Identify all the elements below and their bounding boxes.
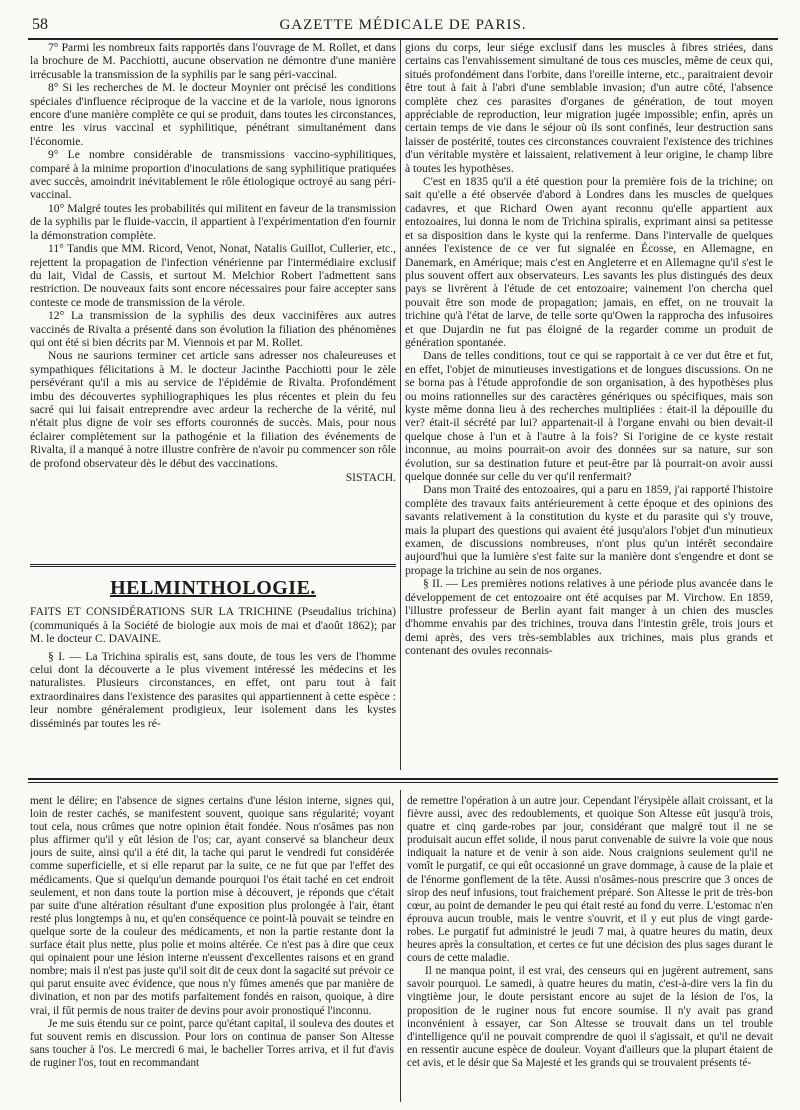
paragraph: 7° Parmi les nombreux faits rapportés dans l'ouvrage de M. Rollet, et dans la brochure de M. Pacchiotti, aucune observation ne démontre d'une manière irrécusable la transmission de la syphilis par le sang péri-vaccinal.: [30, 41, 396, 81]
feuilleton-rule-thin: [28, 782, 778, 783]
paragraph: 11° Tandis que MM. Ricord, Venot, Nonat, Natalis Guillot, Cullerier, etc., rejettent la propagation de l'infection vénérienne par l'intermédiaire exclusif du lait, Vidal de Cassis, et surtout M. Melchior Robert l'admettent sans restriction. De nouveaux faits sont encore nécessaires pour faire accepter sans conteste ce mode de transmission de la vérole.: [30, 242, 396, 309]
feuilleton-rule: [28, 778, 778, 780]
column-rule: [400, 40, 401, 770]
paragraph: 12° La transmission de la syphilis des deux vaccinifères aux autres vaccinés de Rivalta a présenté dans son évolution la filiation des phénomènes qui ont été si bien décrits par M. Viennois et par M. Rollet.: [30, 309, 396, 349]
section-title: HELMINTHOLOGIE.: [110, 577, 316, 599]
column-top-right: [405, 41, 773, 769]
paragraph: Dans de telles conditions, tout ce qui se rapportait à ce ver dut être et fut, en effet, l'objet de minutieuses investigations et de longues discussions. On ne se borna pas à l'étude approfondie de son organisation, à des hypothèses plus ou moins rationnelles sur des caractères génériques ou spécifiques, mais son kyste même donna lieu à des recherches multipliées : était-il la dépouille du ver? était-il sécrété par lui? appartenait-il à l'organe envahi ou bien devait-il quelque chose à l'un et à l'autre à la fois? Si l'origine de ce kyste restait inconnue, au moins pourrait-on avoir des données sur sa nature, sur son évolution, sur sa destination future et peut-être par là pourrait-on avoir aussi quelque donnée sur celle du ver qu'il renfermait?: [405, 349, 773, 483]
paragraph: C'est en 1835 qu'il a été question pour la première fois de la trichine; on sait qu'elle a été observée d'abord à Londres dans les muscles de quelques cadavres, et que Richard Owen ayant reconnu qu'elle appartient aux entozoaires, lui donna le nom de Trichina spiralis, exprimant ainsi sa petitesse et sa disposition dans le kyste qui la renferme. Dans l'intervalle de quelques années l'existence de ce ver fut signalée en Écosse, en Allemagne, en Danemark, en Amérique; mais c'est en Angleterre et en Allemagne qu'il s'est le plus souvent offert aux observateurs. Les savants les plus distingués des deux pays se livrèrent à l'étude de cet entozoaire; vainement l'on chercha quel pouvait être son mode de propagation; jamais, en effet, on ne trouvait la trichine qu'à l'état de larve, de telle sorte qu'Owen la rapprocha des infusoires et que Dujardin ne fut pas éloigné de la regarder comme un produit de génération spontanée.: [405, 175, 773, 349]
paragraph: Je me suis étendu sur ce point, parce qu'étant capital, il souleva des doutes et fut souvent remis en discussion. Pour lors on continua de panser Son Altesse sans toucher à l'os. Le mercredi 6 mai, le bachelier Torres arriva, et il fut d'avis de ruginer l'os, tout en recommandant: [30, 1017, 394, 1069]
column-bottom-right: [407, 795, 773, 1100]
column-bottom-left: [30, 795, 394, 1100]
paragraph: ment le délire; en l'absence de signes certains d'une lésion interne, signes qui, loin de rester cachés, se manifestent souvent, quoique sans régularité; voyant tout cela, nous crûmes que notre opinion était fondée. Nous n'osâmes pas non plus affirmer qu'il y eût lésion de l'os; car, ayant conservé sa blancheur deux jours de suite, ainsi qu'il a été dit, la tache qui parut le vendredi fut considérée comme superficielle, et si elle reparut par la suite, ce ne fut que par l'effet des médicaments. Que si quelqu'un demande pourquoi l'os était taché en cet endroit seulement, et non dans toute la portion mise à découvert, je réponds que c'était par suite d'une altération résultant d'une exposition plus prolongée à l'air, étant resté plus longtemps à nu, et qu'en conséquence ce point-là pouvait se teindre en quelque sorte de la couleur des médicaments, et non la partie restante dont la surface était plus nette, plus polie et moins altérée. Ce n'est pas à dire que ceux qui opinaient pour une lésion interne n'eussent d'excellentes raisons et en grand nombre; mais il n'est pas juste qu'il soit dit de ceux dont la sagacité sut prévoir ce qui parut ensuite avec évidence, que nous n'y fûmes amenés que par manière de divination, et non par des motifs parfaitement fondés en raison, quoique, à dire vrai, il fût permis de nous traiter de devins pour avoir pronostiqué l'inconnu.: [30, 795, 394, 1017]
paragraph: Il ne manqua point, il est vrai, des censeurs qui en jugèrent autrement, sans savoir pourquoi. Le samedi, à quatre heures du matin, c'est-à-dire vers la fin du vingtième jour, le doute persistant encore au sujet de la lésion de l'os, la proposition de le ruginer nous fut encore soumise. Il n'y avait pas grand inconvénient à essayer, car Son Altesse se trouvait dans un tel trouble d'intelligence qu'il ne pouvait comprendre de quoi il s'agissait, et qu'il ne devait en ressentir aucune espèce de douleur. Voyant d'ailleurs que la plupart étaient de cet avis, et le désir que Sa Majesté et les grands qui se trouvaient présents té-: [407, 965, 773, 1069]
column-top-left: [30, 41, 396, 561]
header-rule: [28, 38, 778, 40]
paragraph: gions du corps, leur siége exclusif dans les muscles à fibres striées, dans certains cas l'envahissement simultané de tous ces muscles, même de ceux qui, situés profondément dans l'orbite, dans l'oreille interne, etc., paraitraient devoir être tout à fait à l'abri d'une semblable invasion; d'un autre côté, l'absence complète chez ces parasites d'organes de génération, de tout moyen appréciable de reproduction, leur migration jugée impossible; enfin, après un certain temps de vie dans le séjour où ils sont confinés, leur destruction sans laisser de postérité, toutes ces circonstances couvraient l'existence des trichines d'un véritable mystère et laissaient, relativement à leur origine, le champ libre à toutes les hypothèses.: [405, 41, 773, 175]
paragraph: Dans mon Traité des entozoaires, qui a paru en 1859, j'ai rapporté l'histoire complète des travaux faits antérieurement à cette époque et des opinions des savants relativement à la constitution du kyste et du parasite qui s'y trouve, mais la plupart des questions qui avaient été jusqu'alors l'objet d'un minutieux examen, de discussions nombreuses, n'ont plus qu'un intérêt secondaire aujourd'hui que la lumière s'est faite sur la manière dont s'engendre et dont se propage la trichine au sein de nos organes.: [405, 483, 773, 577]
page-header: [28, 16, 778, 36]
paragraph: § II. — Les premières notions relatives à une période plus avancée dans le développement de cet entozoaire ont été acquises par M. Virchow. En 1859, l'illustre professeur de Berlin ayant fait manger à un chien des muscles d'homme envahis par des trichines, trouva dans l'intestin grêle, trois jours et demi après, des vers très-semblables aux trichines, mais plus grands et contenant des ovules reconnais-: [405, 577, 773, 658]
page-number: 58: [32, 16, 48, 33]
paragraph: § I. — La Trichina spiralis est, sans doute, de tous les vers de l'homme celui dont la découverte a le plus vivement intéressé les médecins et les naturalistes. Plusieurs circonstances, en effet, ont paru tout à fait extraordinaires dans l'existence des parasites qui appartiennent à cette espèce : leur nombre généralement prodigieux, leur isolement dans les kystes disséminés par toutes les ré-: [30, 649, 396, 730]
running-title: GAZETTE MÉDICALE DE PARIS.: [279, 17, 527, 33]
paragraph: 10° Malgré toutes les probabilités qui militent en faveur de la transmission de la syphilis par le fluide-vaccin, il appartient à l'expérimentation d'en fournir la démonstration complète.: [30, 201, 396, 242]
helminthologie-section: [30, 570, 396, 770]
article-title: FAITS ET CONSIDÉRATIONS SUR LA TRICHINE (Pseudalius trichina) (communiqués à la Société de biologie aux mois de mai et d'août 1862); par M. le docteur C. DAVAINE.: [30, 605, 396, 646]
paragraph: Nous ne saurions terminer cet article sans adresser nos chaleureuses et sympathiques félicitations à M. le docteur Jacinthe Pacchiotti pour le zèle persévérant qu'il a mis au service de l'épidémie de Rivalta. Profondément imbu des découvertes syphiliographiques les plus récentes et plein du feu sacré qui lui faisait entreprendre avec ardeur la recherche de la vérité, nul n'était plus digne de voir ses efforts couronnés de succès. Mais, pour nous éclairer complètement sur la pathogénie et la filiation des événements de Rivalta, il a manqué à notre illustre confrère de n'avoir pu commencer son rôle de profond observateur dès le début des vaccinations.: [30, 349, 396, 470]
author-signature: SISTACH.: [345, 471, 396, 484]
paragraph: 8° Si les recherches de M. le docteur Moynier ont précisé les conditions spéciales d'influence réciproque de la vaccine et de la variole, nous ignorons encore d'une manière complète ce qui se produit, dans toutes les circonstances, entre les virus vaccinal et syphilitique, pénétrant simultanément dans l'économie.: [30, 81, 396, 148]
paragraph: de remettre l'opération à un autre jour. Cependant l'érysipèle allait croissant, et la fièvre aussi, avec des redoublements, et quoique Son Altesse eût jusqu'à trois, quatre et cinq garde-robes par jour, considérant que malgré tout il ne se produisait aucun effet solide, il nous parut convenable de suivre la voie que nous indiquait la nature et de venir à son aide. Nous craignions seulement qu'il ne vomît le purgatif, ce qui eût occasionné un grave dommage, à cause de la plaie et de l'énorme gonflement de la tête. Aussi n'osâmes-nous prescrire que 3 onces de sirop des neuf infusions, tout fraichement préparé. Son Altesse le prit de très-bon cœur, au point de demander le peu qui était resté au fond du verre. L'estomac n'en éprouva aucun trouble, mais le ventre s'ouvrit, et il y eut plus de vingt garde-robes. Le purgatif fut administré le jeudi 7 mai, à quatre heures du matin, deux heures après la consultation, et certes ce fut une décision des plus sages durant le cours de cette maladie.: [407, 795, 773, 965]
paragraph: 9° Le nombre considérable de transmissions vaccino-syphilitiques, comparé à la minime proportion d'inoculations de sang syphilitique pratiquées avec succès, amoindrit inévitablement le rôle étiologique octroyé au sang péri-vaccinal.: [30, 148, 396, 202]
column-rule: [400, 790, 401, 1102]
